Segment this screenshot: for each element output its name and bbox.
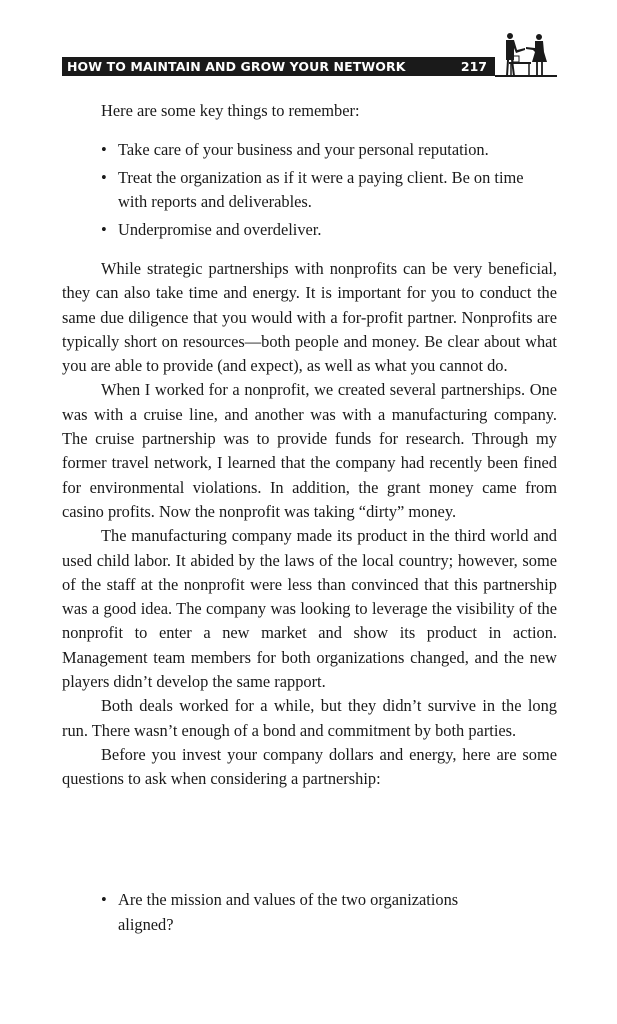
body-text bbox=[62, 257, 557, 792]
paragraph: The manufacturing company made its product in the third world and used child labor. It abided by the laws of the local country; however, some of the staff at the nonprofit were less than convinced that this partnership was a good idea. The company was looking to leverage the visibility of the nonprofit to enter a new market and show its product in action. Management team members for both organizations changed, and the new players didn’t develop the same rapport. bbox=[62, 526, 557, 692]
list-item: • Are the mission and values of the two organizations aligned? bbox=[101, 888, 503, 937]
list-item: • Underpromise and overdeliver. bbox=[101, 218, 541, 243]
paragraph: Before you invest your company dollars and energy, here are some questions to ask when considering a partnership: bbox=[62, 744, 557, 789]
handshake-icon bbox=[495, 30, 557, 78]
paragraph: When I worked for a nonprofit, we created several partnerships. One was with a cruise line, and another was with a manufacturing company. The cruise partnership was to provide funds for research. Through my former travel network, I learned that the company had recently been fined for environmental violations. In addition, the grant money came from casino profits. Now the nonprofit was taking “dirty” money. bbox=[62, 380, 557, 521]
list-item: • Treat the organization as if it were a paying client. Be on time with reports and deliverables. bbox=[101, 166, 541, 215]
paragraph: While strategic partnerships with nonprofits can be very beneficial, they can also take time and energy. It is important for you to conduct the same due diligence that you would with a for-profit partner. Nonprofits are typically short on resources—both people and money. Be clear about what you are able to provide (and expect), as well as what you cannot do. bbox=[62, 259, 557, 376]
running-header bbox=[62, 57, 495, 76]
bullet-list-top bbox=[101, 138, 541, 242]
list-item: • Take care of your business and your personal reputation. bbox=[101, 138, 541, 163]
lead-text: Here are some key things to remember: bbox=[101, 101, 360, 120]
page-number: 217 bbox=[460, 59, 487, 74]
header-title: HOW TO MAINTAIN AND GROW YOUR NETWORK bbox=[67, 59, 406, 74]
paragraph: Both deals worked for a while, but they didn’t survive in the long run. There wasn’t enough of a bond and commitment by both parties. bbox=[62, 696, 557, 740]
bullet-list-bottom bbox=[101, 888, 541, 937]
